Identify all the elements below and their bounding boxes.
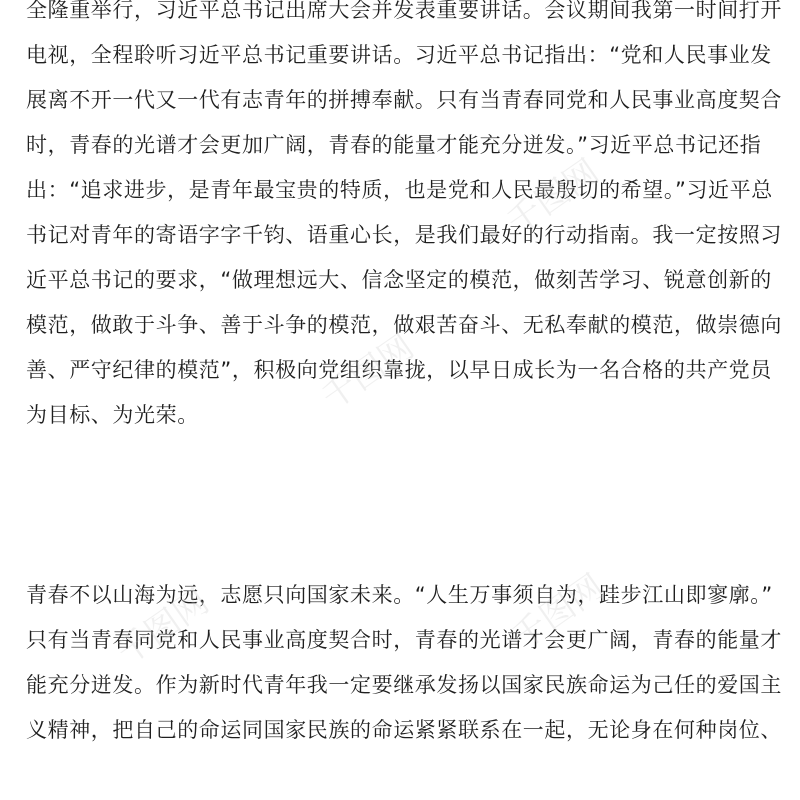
paragraph-line: 出：“追求进步，是青年最宝贵的特质，也是党和人民最殷切的希望。”习近平总 [26, 178, 773, 202]
paragraph-line: 为目标、为光荣。 [26, 403, 199, 427]
paragraph-line: 时，青春的光谱才会更加广阔，青春的能量才能充分迸发。”习近平总书记还指 [26, 133, 762, 157]
paragraph-line: 书记对青年的寄语字字千钧、语重心长，是我们最好的行动指南。我一定按照习 [26, 223, 782, 247]
paragraph-line: 善、严守纪律的模范”，积极向党组织靠拢，以早日成长为一名合格的共产党员 [26, 358, 772, 382]
watermark: 千图网 [314, 326, 422, 419]
paragraph-2 [26, 573, 786, 753]
watermark: 千图网 [109, 581, 217, 674]
paragraph-line: 近平总书记的要求，“做理想远大、信念坚定的模范，做刻苦学习、锐意创新的 [26, 268, 772, 292]
paragraph-line: 展离不开一代又一代有志青年的拼搏奉献。只有当青春同党和人民事业高度契合 [26, 88, 782, 112]
paragraph-line: 义精神，把自己的命运同国家民族的命运紧紧联系在一起，无论身在何种岗位、 [26, 718, 782, 742]
paragraph-line: 只有当青春同党和人民事业高度契合时，青春的光谱才会更广阔，青春的能量才 [26, 628, 782, 652]
paragraph-line: 模范，做敢于斗争、善于斗争的模范，做艰苦奋斗、无私奉献的模范，做崇德向 [26, 313, 782, 337]
paragraph-line: 青春不以山海为远，志愿只向国家未来。“人生万事须自为，跬步江山即寥廓。” [26, 583, 773, 607]
paragraph-line: 能充分迸发。作为新时代青年我一定要继承发扬以国家民族命运为己任的爱国主 [26, 673, 782, 697]
paragraph-line: 全隆重举行，习近平总书记出席大会并发表重要讲话。会议期间我第一时间打开 [26, 0, 782, 22]
paragraph-1 [26, 0, 786, 438]
watermark: 千图网 [499, 151, 607, 244]
watermark: 千图网 [504, 566, 612, 659]
paragraph-line: 电视，全程聆听习近平总书记重要讲话。习近平总书记指出：“党和人民事业发 [26, 43, 772, 67]
